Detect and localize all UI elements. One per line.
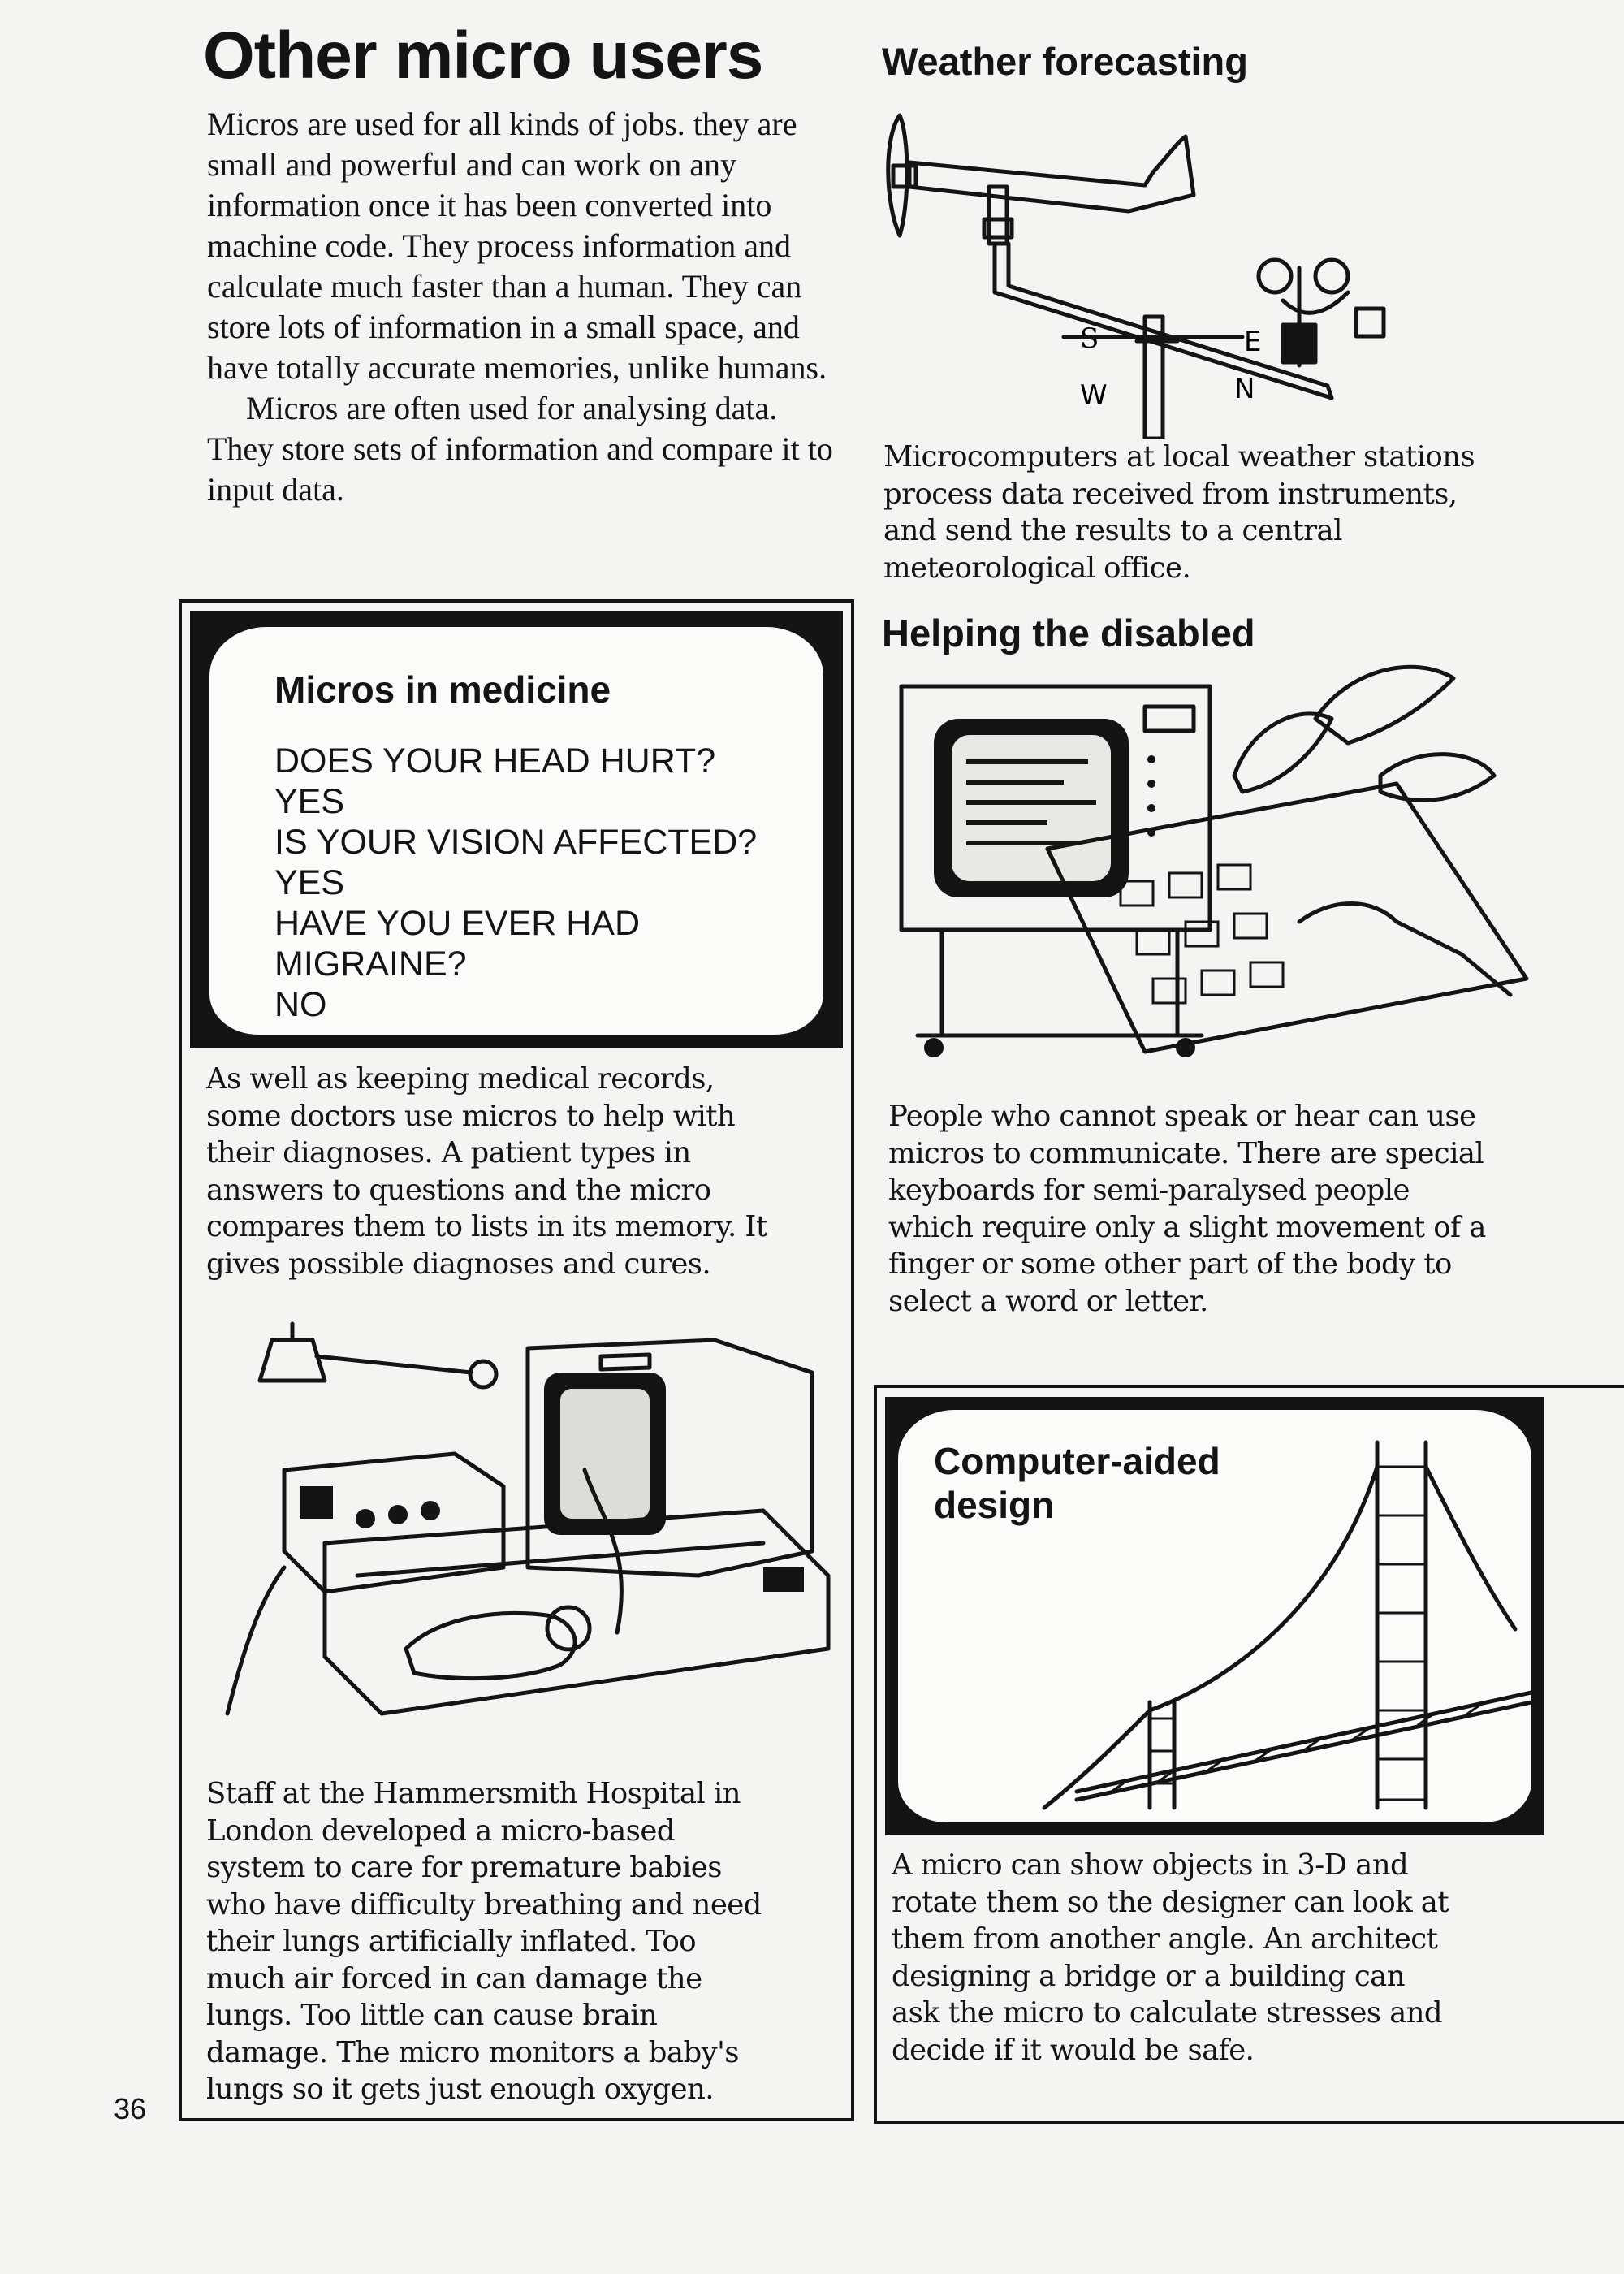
- intro-paragraph-2: Micros are often used for analysing data. They store sets of information and compare it to input data.: [207, 390, 833, 508]
- medicine-screen-display: [209, 627, 823, 1035]
- dialog-line: NO: [274, 985, 327, 1024]
- medicine-screen-title: Micros in medicine: [274, 668, 611, 711]
- page-number: 36: [114, 2092, 147, 2125]
- hospital-caption: Staff at the Hammersmith Hospital in London developed a micro-based system to care for premature babies who have difficulty breathing and need their lungs artificially inflated. Too much air forced in can damage the lungs. Too little can cause brain damage. The micro monitors a baby's lungs so it gets just enough oxygen.: [206, 1777, 762, 2106]
- dialog-line: IS YOUR VISION AFFECTED?: [274, 823, 758, 862]
- weather-caption: Microcomputers at local weather stations process data received from instruments, and send the results to a central meteorological office.: [883, 440, 1475, 585]
- disabled-keyboard-illustration: [893, 654, 1543, 1076]
- intro-text: [207, 104, 840, 510]
- cad-screen-title: Computer-aided design: [934, 1440, 1220, 1526]
- bridge-illustration: [996, 1434, 1531, 1824]
- cad-screen-display: [898, 1410, 1531, 1822]
- incubator-illustration: [195, 1308, 844, 1762]
- weather-heading: Weather forecasting: [882, 40, 1248, 83]
- page-title: Other micro users: [203, 19, 763, 93]
- dialog-line: MIGRAINE?: [274, 945, 467, 984]
- dialog-line: YES: [274, 782, 345, 821]
- dialog-line: DOES YOUR HEAD HURT?: [274, 741, 716, 780]
- cad-screen: [885, 1397, 1544, 1835]
- weather-station-illustration: [877, 106, 1462, 439]
- compass-w: W: [1080, 379, 1108, 412]
- compass-s: S: [1080, 322, 1099, 355]
- medicine-caption: As well as keeping medical records, some doctors use micros to help with their diagnoses. A patient types in answers to questions and the micro compares them to lists in its memory. It gives possible diagnoses and cures.: [206, 1062, 767, 1281]
- compass-n: N: [1234, 373, 1255, 405]
- compass-e: E: [1244, 326, 1262, 358]
- disabled-heading: Helping the disabled: [882, 612, 1255, 655]
- disabled-caption: People who cannot speak or hear can use micros to communicate. There are special keyboards for semi-paralysed people which require only a slight movement of a finger or some other part of the body to select a word or letter.: [888, 1100, 1486, 1318]
- intro-paragraph-1: Micros are used for all kinds of jobs. they are small and powerful and can work on any information once it has been converted into machine code. They process information and calculate much faster than a human. They can store lots of information in a small space, and have totally accurate memories, unlike humans.: [207, 106, 827, 386]
- dialog-line: HAVE YOU EVER HAD: [274, 904, 641, 943]
- dialog-line: YES: [274, 863, 345, 902]
- cad-caption: A micro can show objects in 3-D and rotate them so the designer can look at them from another angle. An architect designing a bridge or a building can ask the micro to calculate stresses and decide if it would be safe.: [892, 1848, 1449, 2067]
- medicine-dialog: [274, 741, 757, 1025]
- medicine-screen: [190, 611, 843, 1048]
